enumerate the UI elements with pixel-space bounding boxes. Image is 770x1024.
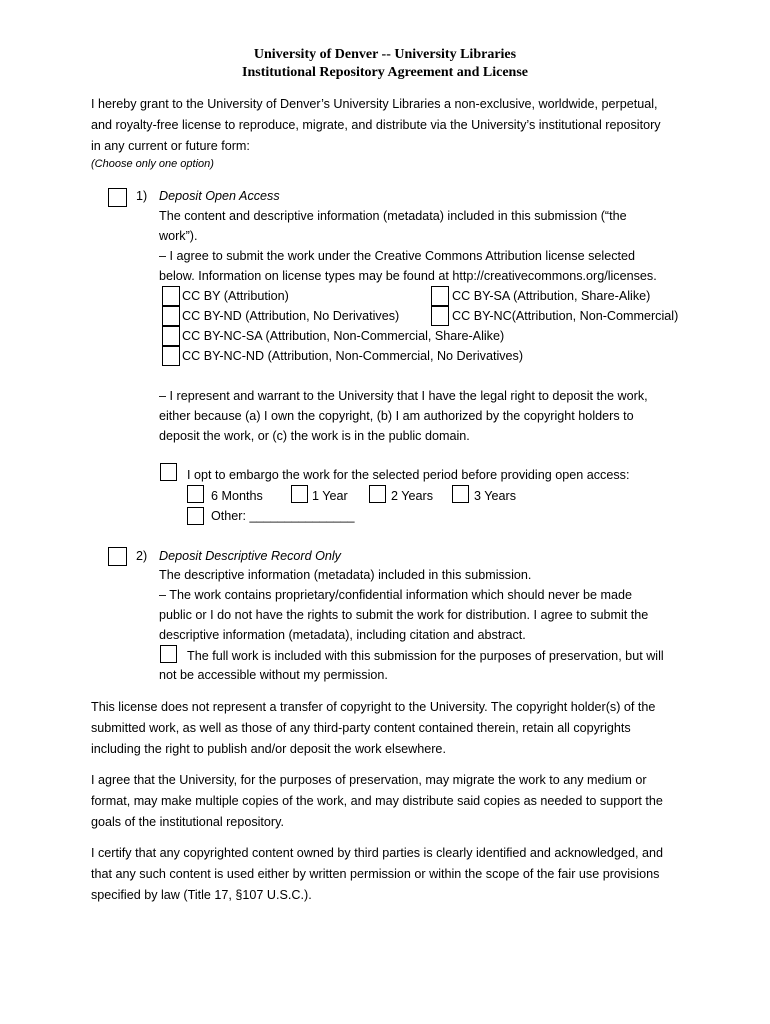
license-cc-by-nd-label: CC BY-ND (Attribution, No Derivatives): [182, 309, 400, 323]
full-work-included-label: The full work is included with this submission for the purposes of preservation, but will: [187, 649, 664, 663]
option1-title: Deposit Open Access: [159, 189, 280, 203]
license-cc-by-label: CC BY (Attribution): [182, 289, 289, 303]
option1-agree-text: – I agree to submit the work under the Creative Commons Attribution license selected: [159, 249, 636, 263]
license-cc-by-nc-sa-label: CC BY-NC-SA (Attribution, Non-Commercial, Share-Alike): [182, 329, 505, 343]
license-cc-by-nc-sa-checkbox[interactable]: [162, 326, 180, 346]
option1-description: work”).: [159, 229, 198, 243]
embargo-6-months-label: 6 Months: [211, 489, 263, 503]
document-title-line1: University of Denver -- University Libraries: [253, 47, 517, 62]
option2-number: 2): [136, 549, 148, 563]
embargo-other-field[interactable]: Other: _______________: [211, 509, 355, 523]
embargo-other-checkbox[interactable]: [187, 507, 204, 525]
certify-paragraph: specified by law (Title 17, §107 U.S.C.).: [91, 888, 312, 902]
warranty-text: either because (a) I own the copyright, (b) I am authorized by the copyright holders to: [159, 409, 634, 423]
copyright-paragraph: This license does not represent a transfer of copyright to the University. The copyright holder(s) of the: [91, 700, 656, 714]
warranty-text: – I represent and warrant to the University that I have the legal right to deposit the work,: [159, 389, 648, 403]
preservation-paragraph: I agree that the University, for the purposes of preservation, may migrate the work to any medium or: [91, 773, 647, 787]
choose-one-note: (Choose only one option): [91, 158, 214, 170]
license-cc-by-nc-checkbox[interactable]: [431, 306, 449, 326]
license-cc-by-sa-label: CC BY-SA (Attribution, Share-Alike): [452, 289, 651, 303]
certify-paragraph: that any such content is used either by written permission or within the scope of the fair use provisions: [91, 867, 660, 881]
license-cc-by-sa-checkbox[interactable]: [431, 286, 449, 306]
embargo-2-years-checkbox[interactable]: [369, 485, 386, 503]
embargo-label: I opt to embargo the work for the selected period before providing open access:: [187, 468, 630, 482]
license-cc-by-nd-checkbox[interactable]: [162, 306, 180, 326]
certify-paragraph: I certify that any copyrighted content owned by third parties is clearly identified and acknowledged, and: [91, 846, 663, 860]
embargo-2-years-label: 2 Years: [391, 489, 434, 503]
intro-line: I hereby grant to the University of Denver’s University Libraries a non-exclusive, worldwide, perpetual,: [91, 97, 658, 111]
document-title-line2: Institutional Repository Agreement and License: [242, 65, 528, 80]
option2-text: public or I do not have the rights to submit the work for distribution. I agree to submit the: [159, 608, 649, 622]
preservation-paragraph: format, may make multiple copies of the work, and may distribute said copies as needed to support the: [91, 794, 663, 808]
option2-text: descriptive information (metadata), including citation and abstract.: [159, 628, 526, 642]
full-work-included-label: not be accessible without my permission.: [159, 668, 388, 682]
copyright-paragraph: submitted work, as well as those of any third-party content contained therein, retain all copyrights: [91, 721, 631, 735]
license-cc-by-nc-nd-label: CC BY-NC-ND (Attribution, Non-Commercial, No Derivatives): [182, 349, 524, 363]
license-cc-by-checkbox[interactable]: [162, 286, 180, 306]
embargo-3-years-checkbox[interactable]: [452, 485, 469, 503]
embargo-1-year-label: 1 Year: [312, 489, 348, 503]
preservation-paragraph: goals of the institutional repository.: [91, 815, 284, 829]
option1-number: 1): [136, 189, 148, 203]
full-work-included-checkbox[interactable]: [160, 645, 177, 663]
embargo-1-year-checkbox[interactable]: [291, 485, 308, 503]
option1-agree-text: below. Information on license types may be found at http://creativecommons.org/licenses.: [159, 269, 657, 283]
intro-line: and royalty-free license to reproduce, migrate, and distribute via the University’s institutional repository: [91, 118, 661, 132]
license-cc-by-nc-nd-checkbox[interactable]: [162, 346, 180, 366]
embargo-checkbox[interactable]: [160, 463, 177, 481]
intro-line: in any current or future form:: [91, 139, 250, 153]
embargo-6-months-checkbox[interactable]: [187, 485, 204, 503]
option2-descriptive-record-checkbox[interactable]: [108, 547, 127, 566]
copyright-paragraph: including the right to publish and/or deposit the work elsewhere.: [91, 742, 446, 756]
option2-text: – The work contains proprietary/confidential information which should never be made: [159, 588, 632, 602]
option1-deposit-open-access-checkbox[interactable]: [108, 188, 127, 207]
option2-title: Deposit Descriptive Record Only: [159, 549, 341, 563]
embargo-3-years-label: 3 Years: [474, 489, 517, 503]
option1-description: The content and descriptive information (metadata) included in this submission (“the: [159, 209, 627, 223]
warranty-text: deposit the work, or (c) the work is in the public domain.: [159, 429, 470, 443]
option2-text: The descriptive information (metadata) included in this submission.: [159, 568, 532, 582]
license-cc-by-nc-label: CC BY-NC(Attribution, Non-Commercial): [452, 309, 679, 323]
